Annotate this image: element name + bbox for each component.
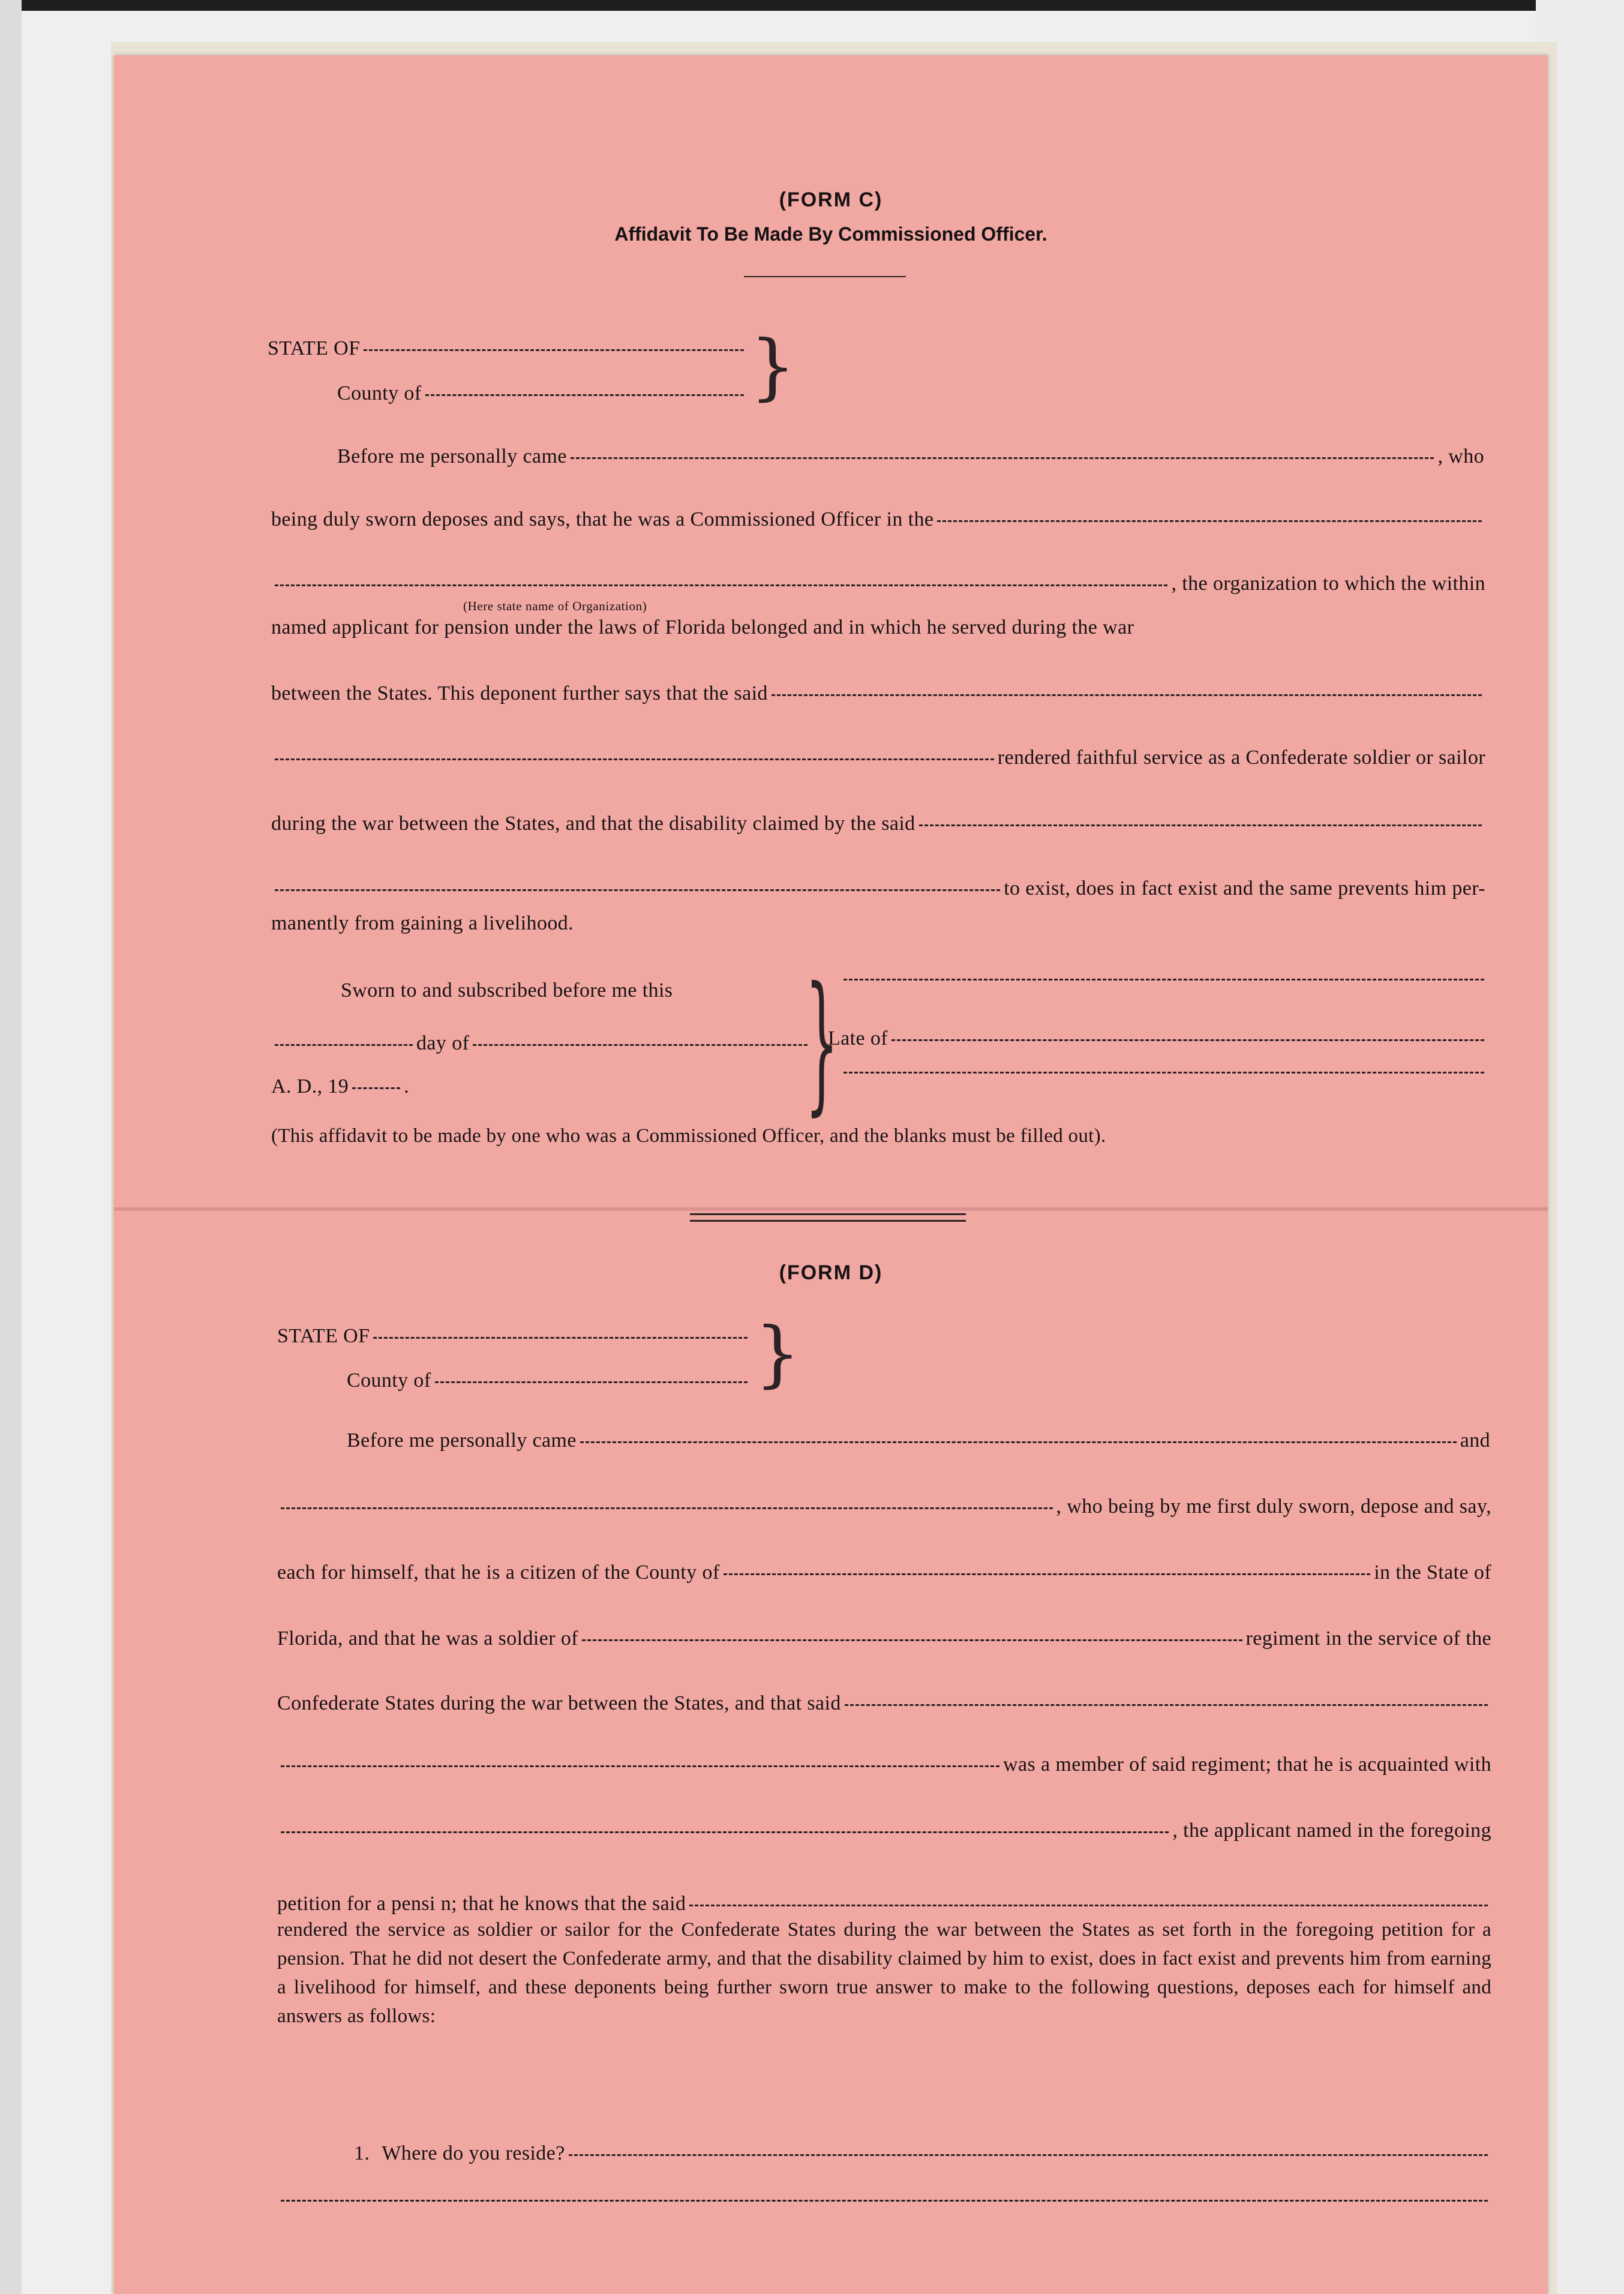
d-county-of-line	[347, 1369, 751, 1392]
sworn-text: Sworn to and subscribed before me this	[341, 979, 673, 1001]
said-name-cont-blank[interactable]	[275, 758, 994, 760]
d-deponent2-blank[interactable]	[281, 1507, 1053, 1509]
d-petition-line	[277, 1893, 1491, 1915]
late-of-line	[828, 1027, 1488, 1050]
state-of-label: STATE OF	[268, 337, 361, 359]
sworn-brace: }	[805, 955, 839, 1129]
said-name-blank[interactable]	[772, 694, 1482, 696]
state-of-blank[interactable]	[364, 349, 744, 351]
d-member-name-blank[interactable]	[845, 1704, 1488, 1706]
d-regiment-blank[interactable]	[582, 1639, 1242, 1641]
form-c-footnote: (This affidavit to be made by one who was a Commissioned Officer, and the blanks must be filled out).	[271, 1125, 1106, 1147]
d-state-text: in the State of	[1374, 1561, 1491, 1584]
d-state-of-line	[277, 1325, 751, 1348]
pension-form-page	[114, 55, 1548, 2294]
exist-line	[271, 877, 1485, 900]
before-me-line	[337, 445, 1484, 468]
officer-org-blank[interactable]	[937, 520, 1482, 522]
disability-line	[271, 812, 1485, 835]
d-confederate-text: Confederate States during the war between the States, and that said	[277, 1692, 841, 1714]
ad-line: A. D., 19 .	[271, 1075, 410, 1097]
form-d-title: (FORM D)	[779, 1261, 883, 1284]
disability-text: during the war between the States, and that the disability claimed by the said	[271, 812, 915, 835]
officer-text: being duly sworn deposes and says, that he was a Commissioned Officer in the	[271, 508, 934, 530]
d-service-paragraph: rendered the service as soldier or sailor for the Confederate States during the war between the States as set forth in the foregoing petition for a pension. That he did not desert the Confederate army, and that the disability claimed by him to exist, does in fact exist and prevents him from earning a livelihood for himself, and these deponents being further sworn true answer to make to the following questions, deposes each for himself and answers as follows:	[277, 1919, 1491, 2027]
d-county-blank[interactable]	[724, 1573, 1371, 1575]
applicant-line	[271, 616, 1485, 639]
who-label: , who	[1437, 445, 1484, 467]
q1-answer-line-2	[277, 2203, 1491, 2205]
faithful-service-line	[271, 746, 1485, 769]
d-and-label: and	[1460, 1429, 1490, 1452]
state-of-line	[268, 337, 748, 360]
organization-text: , the organization to which the within	[1171, 572, 1485, 595]
signature-line-3	[840, 1075, 1488, 1077]
d-confederate-line	[277, 1692, 1491, 1715]
d-sworn-line	[277, 1495, 1491, 1518]
d-citizen-text: each for himself, that he is a citizen of the County of	[277, 1561, 720, 1584]
d-soldier-text: Florida, and that he was a soldier of	[277, 1627, 579, 1650]
signature-line-1	[840, 982, 1488, 984]
title-rule	[744, 276, 906, 277]
county-of-label: County of	[337, 382, 422, 404]
page-fold	[114, 1207, 1548, 1211]
d-petition-text: petition for a pensi n; that he knows that the said	[277, 1893, 686, 1915]
ad-label: A. D., 19	[271, 1075, 349, 1097]
q1-number: 1.	[354, 2142, 370, 2164]
deponent-name-blank[interactable]	[571, 457, 1434, 459]
form-c-title: (FORM C)	[779, 188, 883, 211]
deponent-says-line	[271, 682, 1485, 705]
scan-border-top	[0, 0, 1624, 11]
faithful-service-text: rendered faithful service as a Confederate soldier or sailor	[997, 746, 1485, 769]
d-applicant-text: , the applicant named in the foregoing	[1172, 1819, 1491, 1842]
d-county-of-blank[interactable]	[435, 1381, 748, 1383]
before-me-label: Before me personally came	[337, 445, 567, 467]
d-citizen-line	[277, 1561, 1491, 1584]
scan-border-left	[0, 0, 22, 2294]
d-county-of-label: County of	[347, 1369, 431, 1392]
d-applicant-blank[interactable]	[281, 1831, 1169, 1833]
officer-line	[271, 508, 1485, 531]
d-state-county-brace: }	[755, 1312, 801, 1396]
late-of-label: Late of	[828, 1027, 888, 1049]
d-said-name-blank[interactable]	[689, 1905, 1488, 1906]
d-member-cont-blank[interactable]	[281, 1765, 999, 1767]
organization-note: (Here state name of Organization)	[463, 599, 647, 613]
day-of-line	[271, 1032, 811, 1055]
d-deponent1-blank[interactable]	[580, 1441, 1457, 1443]
deponent-says-text: between the States. This deponent further says that the said	[271, 682, 768, 704]
d-regiment-text: regiment in the service of the	[1245, 1627, 1491, 1650]
livelihood-text: manently from gaining a livelihood.	[271, 912, 574, 934]
year-blank[interactable]	[352, 1087, 400, 1089]
d-member-text: was a member of said regiment; that he is acquainted with	[1003, 1753, 1491, 1776]
day-of-label: day of	[416, 1032, 470, 1054]
exist-text: to exist, does in fact exist and the same prevents him per-	[1004, 877, 1485, 899]
q1-line	[354, 2142, 1491, 2165]
d-member-line	[277, 1753, 1491, 1776]
form-c-subtitle: Affidavit To Be Made By Commissioned Officer.	[614, 223, 1047, 245]
county-of-blank[interactable]	[425, 394, 744, 396]
q1-answer-cont-blank[interactable]	[281, 2200, 1488, 2202]
section-divider	[690, 1213, 966, 1222]
d-before-me-label: Before me personally came	[347, 1429, 577, 1452]
late-of-blank[interactable]	[891, 1039, 1484, 1041]
d-state-of-blank[interactable]	[373, 1337, 748, 1339]
disability-name-blank[interactable]	[919, 824, 1482, 826]
disability-cont-blank[interactable]	[275, 889, 1000, 891]
month-blank[interactable]	[473, 1044, 808, 1046]
signature-blank[interactable]	[843, 979, 1484, 980]
county-of-line	[337, 382, 748, 405]
d-state-of-label: STATE OF	[277, 1325, 370, 1347]
d-soldier-line	[277, 1627, 1491, 1650]
state-county-brace: }	[750, 325, 796, 409]
q1-answer-blank[interactable]	[569, 2154, 1488, 2156]
applicant-text: named applicant for pension under the laws of Florida belonged and in which he served during the war	[271, 616, 1134, 638]
d-sworn-text: , who being by me first duly sworn, depose and say,	[1056, 1495, 1491, 1518]
livelihood-line	[271, 912, 574, 935]
organization-line	[271, 572, 1485, 595]
organization-blank[interactable]	[275, 584, 1167, 586]
q1-text: Where do you reside?	[382, 2142, 565, 2164]
title-blank[interactable]	[843, 1072, 1484, 1073]
sworn-line	[341, 979, 673, 1002]
d-before-me-line	[347, 1429, 1490, 1452]
day-blank[interactable]	[275, 1044, 413, 1046]
d-applicant-line	[277, 1819, 1491, 1842]
